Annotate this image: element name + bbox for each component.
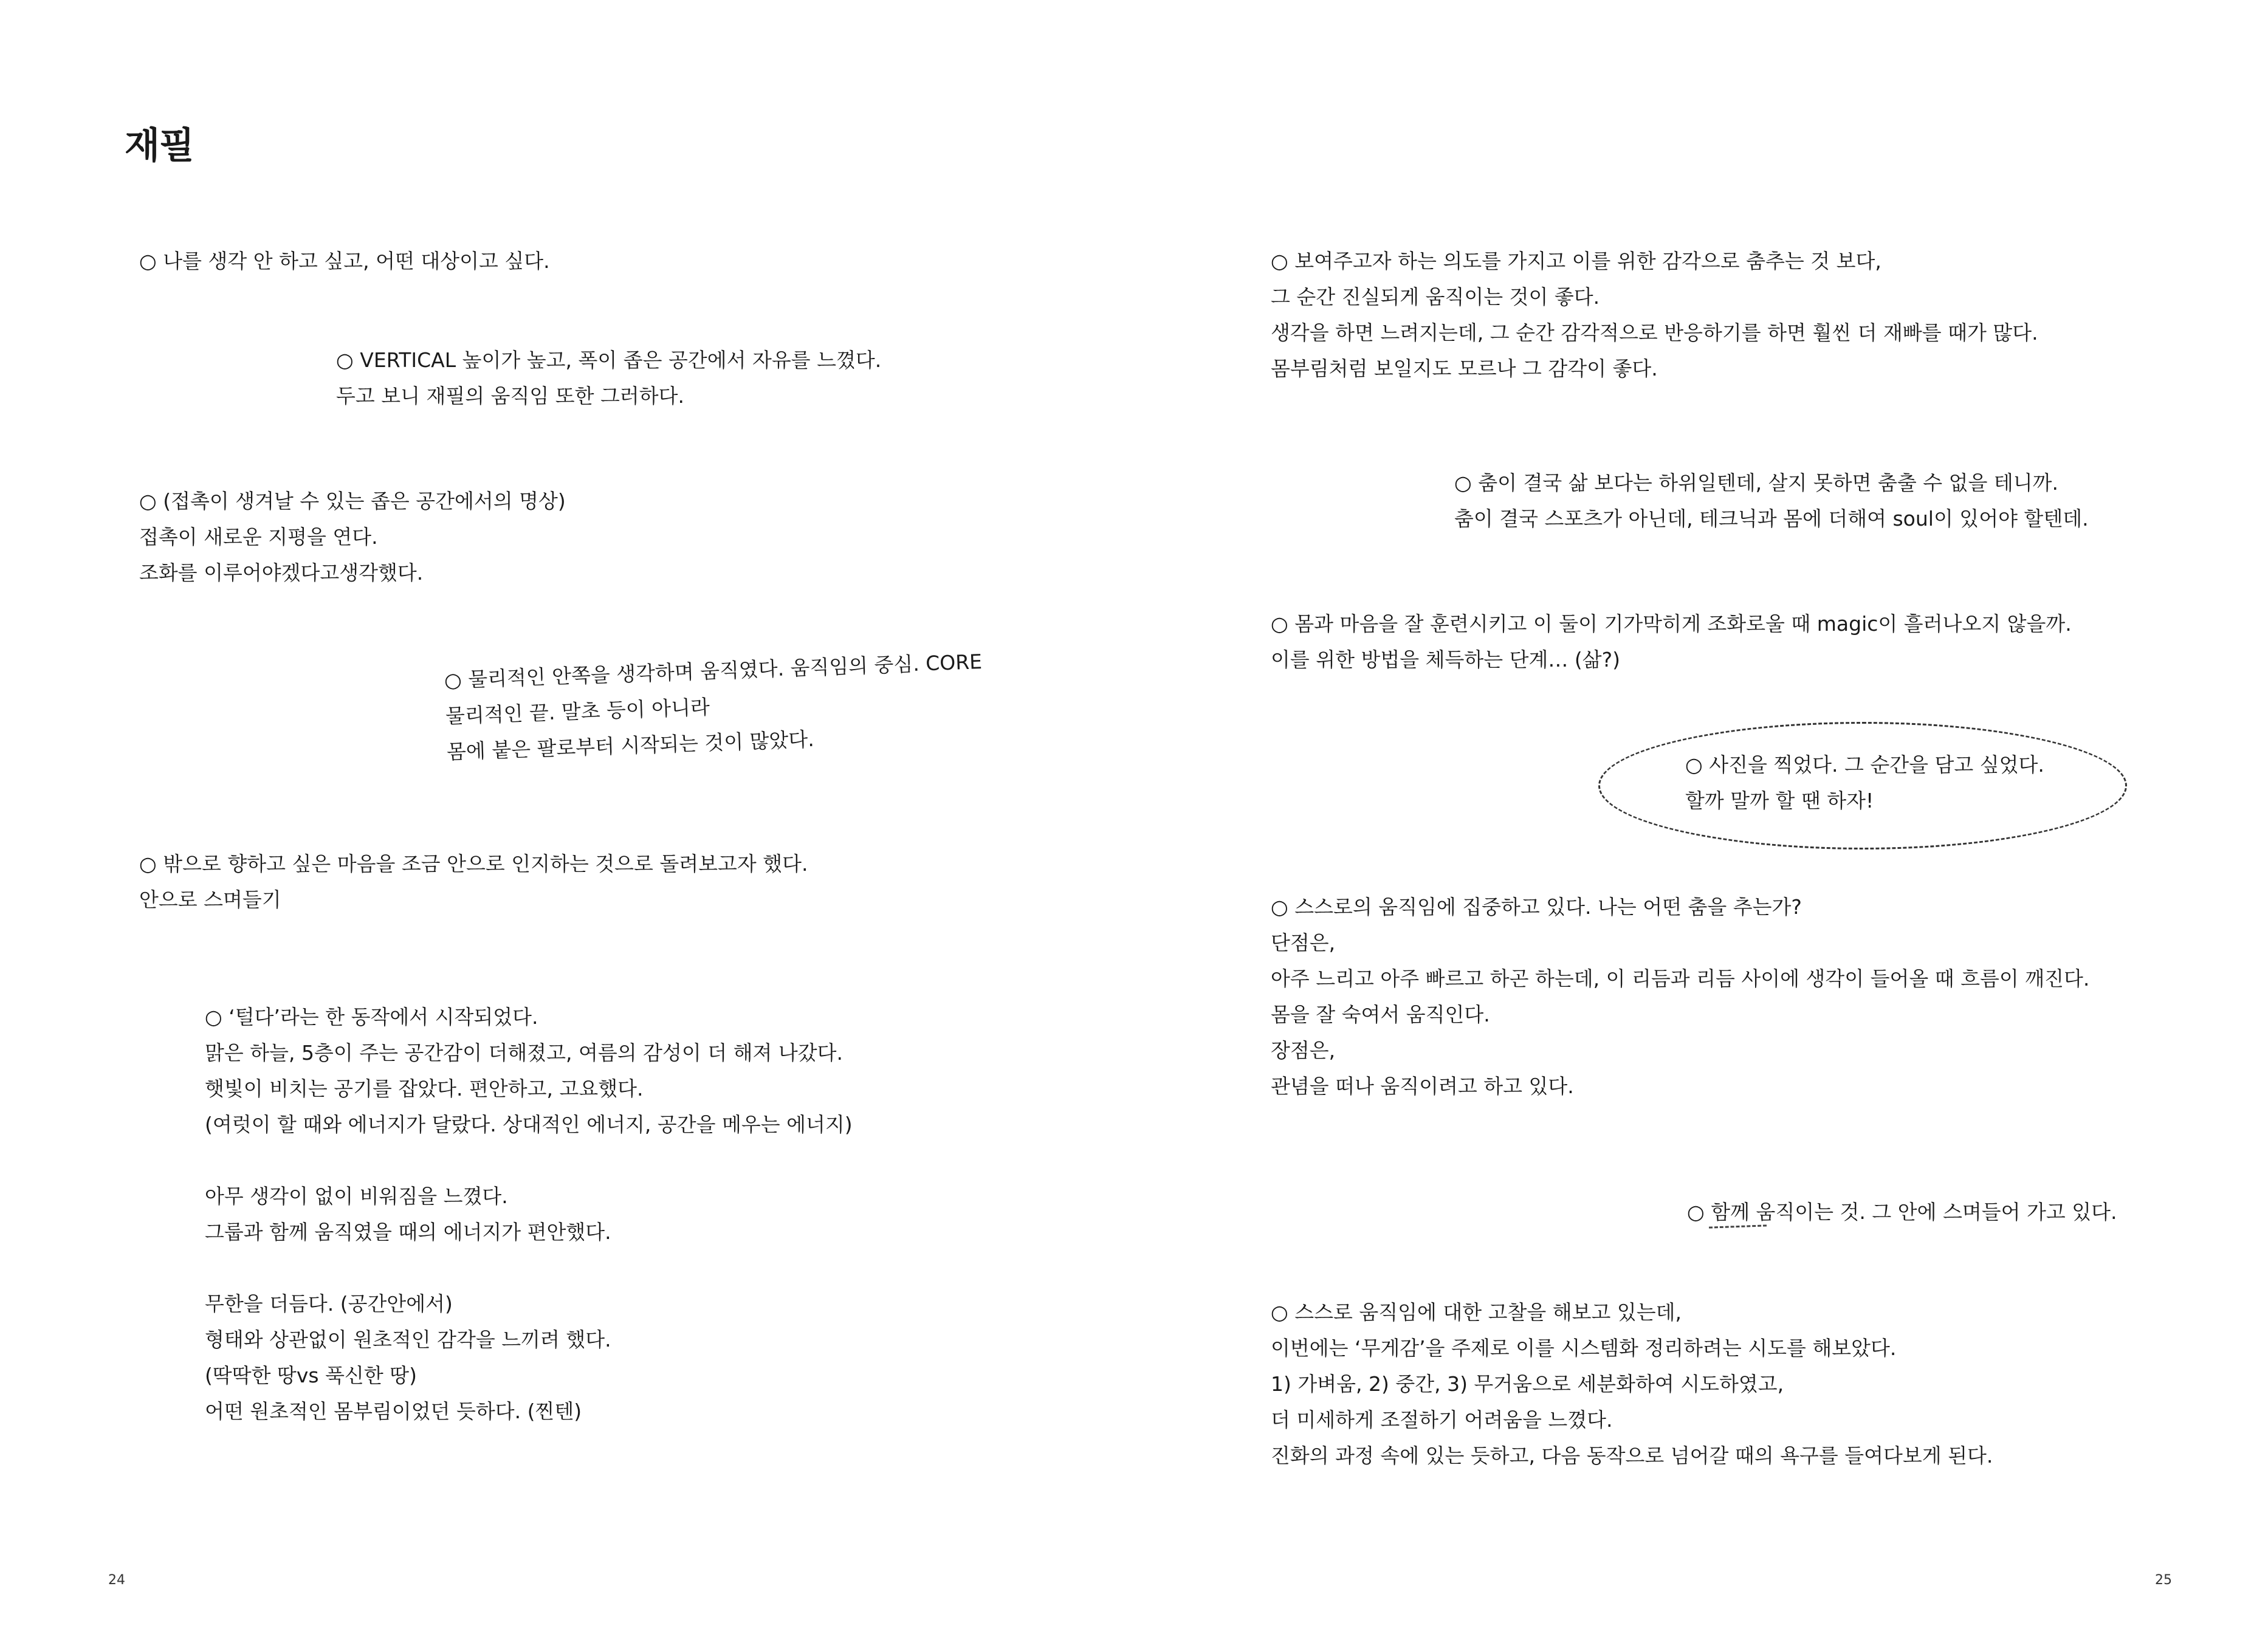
note-line: ○ 함께 움직이는 것. 그 안에 스며들어 가고 있다. <box>1687 1200 2117 1224</box>
note-3 <box>1271 606 2072 678</box>
note-line: (딱딱한 땅vs 푹신한 땅) <box>205 1364 417 1387</box>
note-line: ○ (접촉이 생겨날 수 있는 좁은 공간에서의 명상) <box>139 489 566 513</box>
note-line <box>205 1250 853 1286</box>
note-line: 관념을 떠나 움직이려고 하고 있다. <box>1271 1074 1574 1098</box>
note-line: 그 순간 진실되게 움직이는 것이 좋다. <box>1271 285 1600 309</box>
note-1 <box>139 243 550 279</box>
note-line: ○ 스스로의 움직임에 집중하고 있다. 나는 어떤 춤을 추는가? <box>1271 895 1802 919</box>
note-line: 무한을 더듬다. (공간안에서) <box>205 1292 453 1316</box>
note-line: ○ 물리적인 안쪽을 생각하며 움직였다. 움직임의 중심. CORE <box>444 650 983 692</box>
note-line: 그룹과 함께 움직였을 때의 에너지가 편안했다. <box>205 1220 611 1244</box>
note-line: ○ 몸과 마음을 잘 훈련시키고 이 둘이 기가막히게 조화로울 때 magic이 흘러나오지 않을까. <box>1271 612 2072 636</box>
page-number: 25 <box>2155 1573 2172 1588</box>
note-line: 조화를 이루어야겠다고생각했다. <box>139 561 424 585</box>
note-line: ○ 스스로 움직임에 대한 고찰을 해보고 있는데, <box>1271 1300 1682 1324</box>
note-2 <box>1454 465 2089 537</box>
note-line: 몸을 잘 숙여서 움직인다. <box>1271 1003 1490 1026</box>
note-line: ○ ‘털다’라는 한 동작에서 시작되었다. <box>205 1005 538 1029</box>
note-line: ○ 밖으로 향하고 싶은 마음을 조금 안으로 인지하는 것으로 돌려보고자 했다. <box>139 852 808 876</box>
note-line: ○ 보여주고자 하는 의도를 가지고 이를 위한 감각으로 춤추는 것 보다, <box>1271 249 1881 273</box>
note-line: 춤이 결국 스포츠가 아닌데, 테크닉과 몸에 더해여 soul이 있어야 할텐데. <box>1454 507 2089 530</box>
note-line: 1) 가벼움, 2) 중간, 3) 무거움으로 세분화하여 시도하였고, <box>1271 1372 1784 1396</box>
note-1 <box>1271 243 2038 386</box>
note-2 <box>336 342 881 414</box>
note-line: ○ 나를 생각 안 하고 싶고, 어떤 대상이고 싶다. <box>139 249 550 273</box>
note-5 <box>139 846 808 918</box>
note-line: 두고 보니 재필의 움직임 또한 그러하다. <box>336 384 684 408</box>
note-line: 이를 위한 방법을 체득하는 단계… (삶?) <box>1271 648 1621 671</box>
note-line: ○ 사진을 찍었다. 그 순간을 담고 싶었다. <box>1685 753 2044 777</box>
note-line: 접촉이 새로운 지평을 연다. <box>139 525 378 549</box>
note-line: ○ 춤이 결국 삶 보다는 하위일텐데, 살지 못하면 춤출 수 없을 테니까. <box>1454 471 2058 495</box>
note-line: 더 미세하게 조절하기 어려움을 느꼈다. <box>1271 1408 1613 1432</box>
note-6 <box>205 999 853 1429</box>
note-3 <box>139 483 566 591</box>
note-7 <box>1271 1294 1993 1474</box>
note-line: 생각을 하면 느려지는데, 그 순간 감각적으로 반응하기를 하면 훨씬 더 재빠를 때가 많다. <box>1271 321 2038 345</box>
note-line: 장점은, <box>1271 1038 1336 1062</box>
note-4 <box>444 644 985 770</box>
note-line: 아무 생각이 없이 비워짐을 느꼈다. <box>205 1184 508 1208</box>
note-line: 몸부림처럼 보일지도 모르나 그 감각이 좋다. <box>1271 357 1658 380</box>
note-line: ○ VERTICAL 높이가 높고, 폭이 좁은 공간에서 자유를 느꼈다. <box>336 348 882 372</box>
page-number: 24 <box>108 1573 125 1588</box>
page-title: 재필 <box>125 125 194 167</box>
note-line: 형태와 상관없이 원초적인 감각을 느끼려 했다. <box>205 1328 611 1351</box>
right-page <box>1134 0 2268 1651</box>
note-line: 물리적인 끝. 말초 등이 아니라 <box>445 695 710 728</box>
note-line: (여럿이 할 때와 에너지가 달랐다. 상대적인 에너지, 공간을 메우는 에너지) <box>205 1113 853 1136</box>
note-5 <box>1271 889 2089 1104</box>
note-line <box>205 1142 853 1178</box>
note-line: 몸에 붙은 팔로부터 시작되는 것이 많았다. <box>446 727 815 764</box>
note-line: 진화의 과정 속에 있는 듯하고, 다음 동작으로 넘어갈 때의 욕구를 들여다보게 된다. <box>1271 1444 1993 1467</box>
note-4 <box>1685 747 2044 819</box>
note-line: 이번에는 ‘무게감’을 주제로 이를 시스템화 정리하려는 시도를 해보았다. <box>1271 1336 1897 1360</box>
note-line: 맑은 하늘, 5층이 주는 공간감이 더해졌고, 여름의 감성이 더 해져 나갔다. <box>205 1041 843 1065</box>
note-line: 단점은, <box>1271 931 1336 955</box>
note-line: 햇빛이 비치는 공기를 잡았다. 편안하고, 고요했다. <box>205 1077 644 1100</box>
note-line: 어떤 원초적인 몸부림이었던 듯하다. (찐텐) <box>205 1399 582 1423</box>
note-line: 아주 느리고 아주 빠르고 하곤 하는데, 이 리듬과 리듬 사이에 생각이 들어올 때 흐름이 깨진다. <box>1271 967 2090 990</box>
note-line: 안으로 스며들기 <box>139 888 281 911</box>
note-line: 할까 말까 할 땐 하자! <box>1685 789 1874 812</box>
note-6 <box>1687 1194 2117 1230</box>
